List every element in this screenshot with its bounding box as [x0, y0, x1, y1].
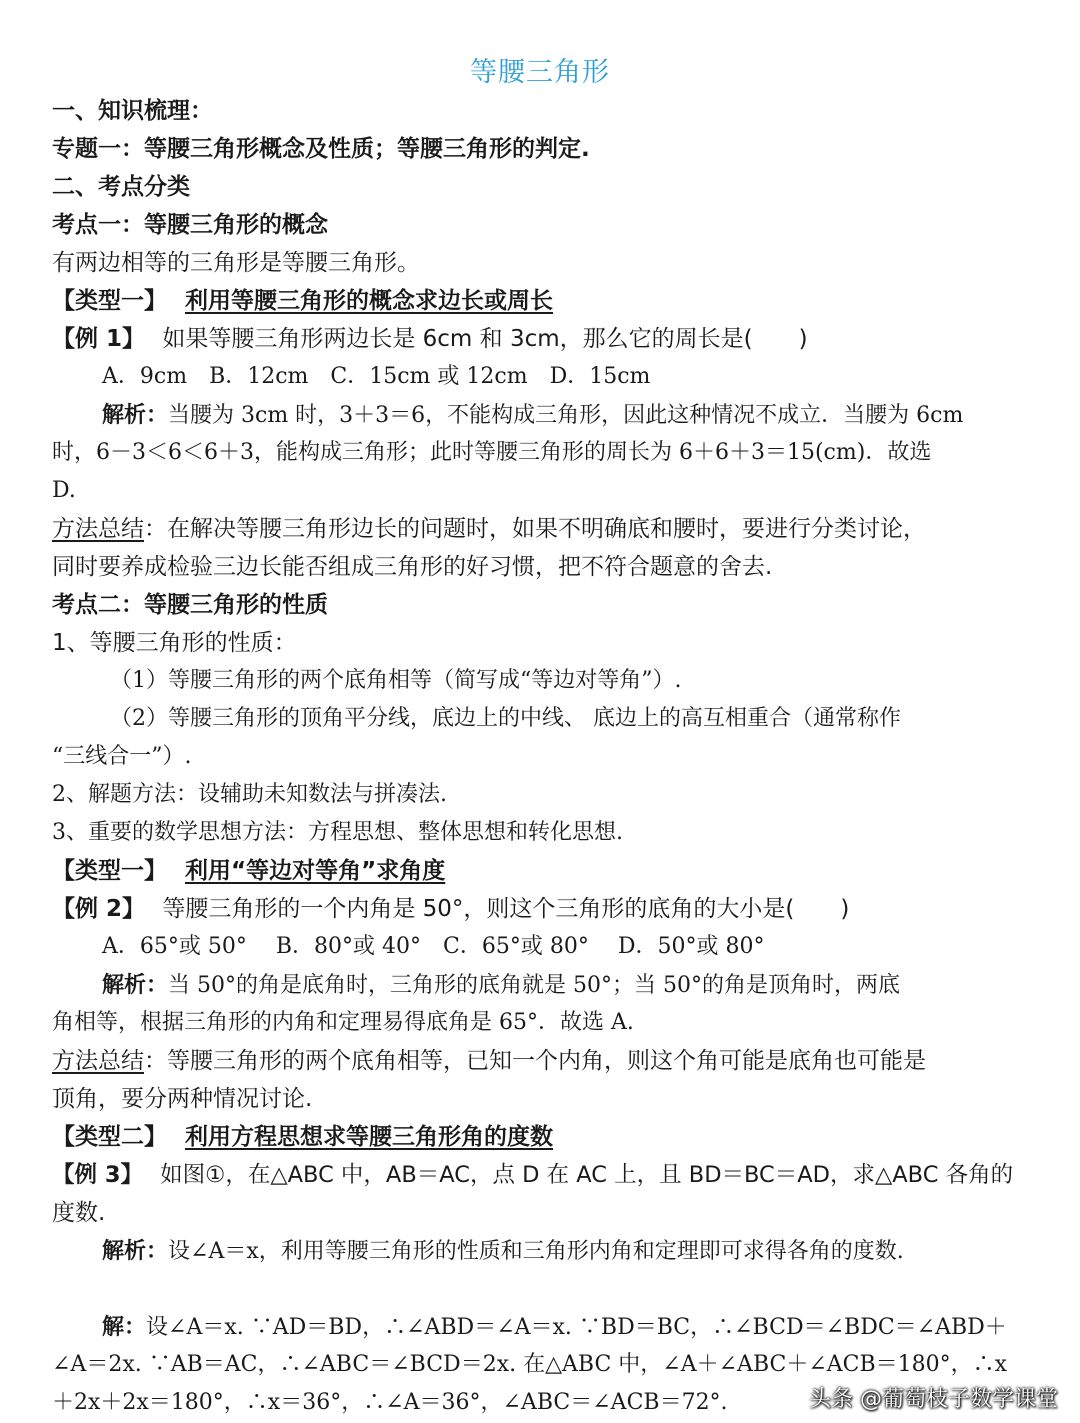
- kp2-property-2: （2）等腰三角形的顶角平分线，底边上的中线、 底边上的高互相重合（通常称作: [110, 706, 901, 731]
- analysis-label: 解析：: [102, 402, 169, 428]
- section-heading-1: 一、知识梳理：: [52, 98, 213, 124]
- kp2-method: 2、解题方法：设辅助未知数法与拼凑法.: [52, 782, 447, 807]
- topic-1: 专题一：等腰三角形概念及性质；等腰三角形的判定.: [52, 136, 590, 162]
- kp2-thinking: 3、重要的数学思想方法：方程思想、整体思想和转化思想.: [52, 820, 623, 845]
- watermark: 头条 @葡萄枝子数学课堂: [809, 1387, 1058, 1412]
- kp1-heading: 考点一：等腰三角形的概念: [52, 212, 328, 238]
- method-summary-2: [52, 1046, 1032, 1076]
- method-summary-1: [52, 514, 1032, 544]
- method-label: 方法总结: [52, 516, 144, 542]
- kp1-type-row: [52, 286, 1032, 316]
- solution-line-1: [102, 1312, 1032, 1343]
- analysis-label: 解析：: [102, 1238, 169, 1264]
- example-label: 【例 3】: [52, 1162, 143, 1188]
- analysis-text: 当腰为 3cm 时，3＋3＝6，不能构成三角形，因此这种情况不成立．当腰为 6cm: [168, 403, 964, 428]
- type-title: 利用方程思想求等腰三角形角的度数: [185, 1124, 554, 1150]
- type-label: 【类型二】: [52, 1124, 167, 1150]
- example-3-row: [52, 1160, 1032, 1190]
- analysis-text: 设∠A＝x，利用等腰三角形的性质和三角形内角和定理即可求得各角的度数.: [168, 1239, 904, 1264]
- example-2-analysis-2: 角相等，根据三角形的内角和定理易得底角是 65°．故选 A.: [52, 1010, 634, 1035]
- example-label: 【例 1】: [52, 326, 146, 352]
- kp2-type2-row: [52, 1122, 1032, 1152]
- example-text: 如图①，在△ABC 中，AB＝AC，点 D 在 AC 上，且 BD＝BC＝AD，求△ABC 各角的: [160, 1162, 1014, 1188]
- page-title: 等腰三角形: [470, 57, 610, 88]
- method-summary-1b: 同时要养成检验三边长能否组成三角形的好习惯，把不符合题意的舍去.: [52, 554, 773, 580]
- kp2-heading: 考点二：等腰三角形的性质: [52, 592, 328, 618]
- example-1-analysis-1: [102, 400, 1032, 431]
- example-text: 如果等腰三角形两边长是 6cm 和 3cm，那么它的周长是( ): [162, 326, 808, 352]
- solution-text: 设∠A＝x. ∵AD＝BD，∴∠ABD＝∠A＝x. ∵BD＝BC，∴∠BCD＝∠BDC＝∠ABD＋: [146, 1315, 1007, 1340]
- kp2-property-2b: “三线合一”）.: [52, 744, 192, 769]
- type-label: 【类型一】: [52, 288, 167, 314]
- example-1-row: [52, 324, 1032, 354]
- analysis-label: 解析：: [102, 972, 169, 998]
- example-2-row: [52, 894, 1032, 924]
- solution-line-2: ∠A＝2x. ∵AB＝AC，∴∠ABC＝∠BCD＝2x. 在△ABC 中，∠A＋∠ABC＋∠ACB＝180°，∴x: [52, 1352, 1008, 1377]
- analysis-text: 当 50°的角是底角时，三角形的底角就是 50°；当 50°的角是顶角时，两底: [168, 973, 900, 998]
- example-3-analysis: [102, 1236, 1032, 1267]
- type-title: 利用等腰三角形的概念求边长或周长: [185, 288, 554, 314]
- section-heading-2: 二、考点分类: [52, 174, 190, 200]
- kp1-definition: 有两边相等的三角形是等腰三角形。: [52, 250, 420, 276]
- kp2-type1-row: [52, 856, 1032, 886]
- example-label: 【例 2】: [52, 896, 146, 922]
- example-2-options: A．65°或 50° B．80°或 40° C．65°或 80° D．50°或 80°: [102, 934, 765, 959]
- example-3-row-2: 度数.: [52, 1200, 106, 1226]
- method-text: ：在解决等腰三角形边长的问题时，如果不明确底和腰时，要进行分类讨论，: [144, 516, 926, 542]
- solution-label: 解：: [102, 1314, 147, 1340]
- example-2-analysis-1: [102, 970, 1032, 1001]
- method-text: ：等腰三角形的两个底角相等，已知一个内角，则这个角可能是底角也可能是: [144, 1048, 926, 1074]
- method-summary-2b: 顶角，要分两种情况讨论.: [52, 1086, 313, 1112]
- kp2-property-1: （1）等腰三角形的两个底角相等（简写成“等边对等角”）.: [110, 668, 682, 693]
- example-1-analysis-3: D.: [52, 478, 76, 503]
- example-1-options: A．9cm B．12cm C．15cm 或 12cm D．15cm: [102, 364, 651, 389]
- example-text: 等腰三角形的一个内角是 50°，则这个三角形的底角的大小是( ): [162, 896, 850, 922]
- method-label: 方法总结: [52, 1048, 144, 1074]
- type-title: 利用“等边对等角”求角度: [185, 858, 446, 884]
- type-label: 【类型一】: [52, 858, 167, 884]
- example-1-analysis-2: 时，6－3＜6＜6＋3，能构成三角形；此时等腰三角形的周长为 6＋6＋3＝15(cm)．故选: [52, 440, 932, 465]
- kp2-property-title: 1、等腰三角形的性质：: [52, 630, 297, 656]
- solution-line-3: ＋2x＋2x＝180°，∴x＝36°，∴∠A＝36°，∠ABC＝∠ACB＝72°.: [52, 1390, 728, 1415]
